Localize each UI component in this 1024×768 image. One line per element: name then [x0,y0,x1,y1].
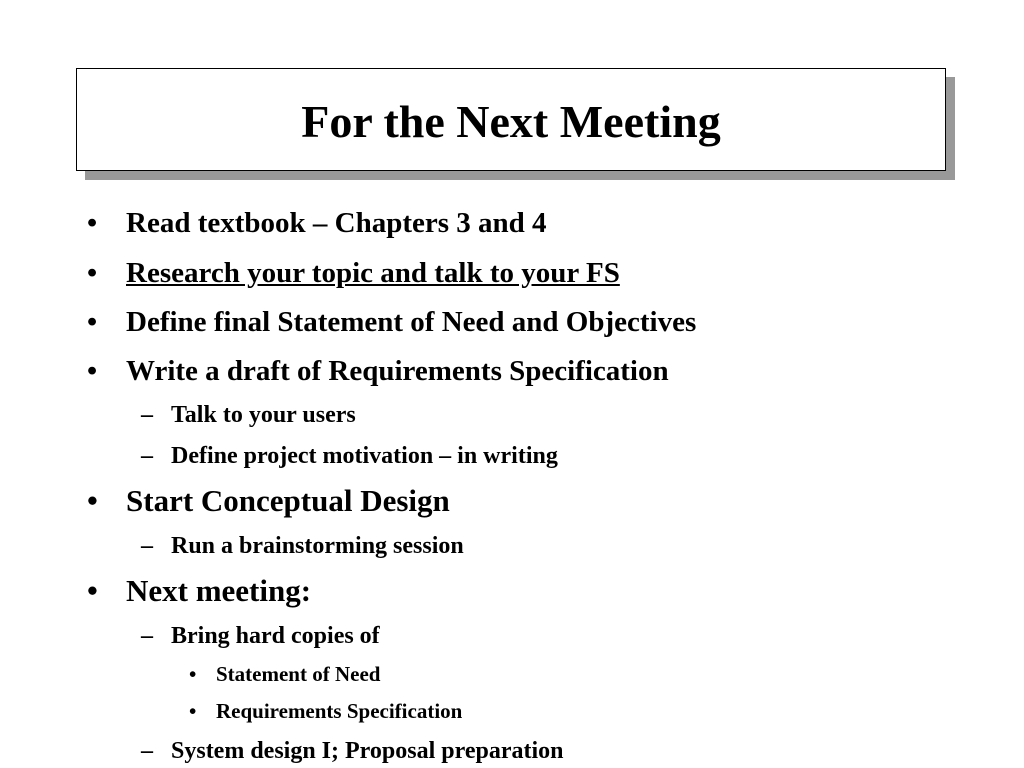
slide-title: For the Next Meeting [301,95,721,147]
list-item-text: Start Conceptual Design [126,483,450,518]
dash-icon: – [141,623,153,649]
small-bullet-icon: • [189,662,197,686]
sub-list-item-text: System design I; Proposal preparation [171,738,564,764]
bullet-icon: • [87,257,98,289]
small-bullet-icon: • [189,699,197,723]
bullet-icon: • [87,355,98,387]
list-item-text: Define final Statement of Need and Objectives [126,306,697,338]
sub-list-item-text: Talk to your users [171,402,356,428]
list-item-text: Write a draft of Requirements Specification [126,355,669,387]
dash-icon: – [141,402,153,428]
dash-icon: – [141,533,153,559]
list-item-text: Read textbook – Chapters 3 and 4 [126,207,547,239]
sub-list-item-text: Bring hard copies of [171,623,380,649]
sub-list-item-text: Run a brainstorming session [171,533,464,559]
bullet-icon: • [87,207,98,239]
dash-icon: – [141,738,153,764]
list-item-text: Next meeting: [126,573,312,608]
dash-icon: – [141,443,153,469]
bullet-icon: • [87,573,98,608]
sub-sub-list-item-text: Statement of Need [216,662,381,686]
sub-sub-list-item-text: Requirements Specification [216,699,463,723]
sub-list-item-text: Define project motivation – in writing [171,443,558,469]
bullet-icon: • [87,306,98,338]
bullet-icon: • [87,483,98,518]
list-item-text-underlined: Research your topic and talk to your FS [126,257,620,289]
